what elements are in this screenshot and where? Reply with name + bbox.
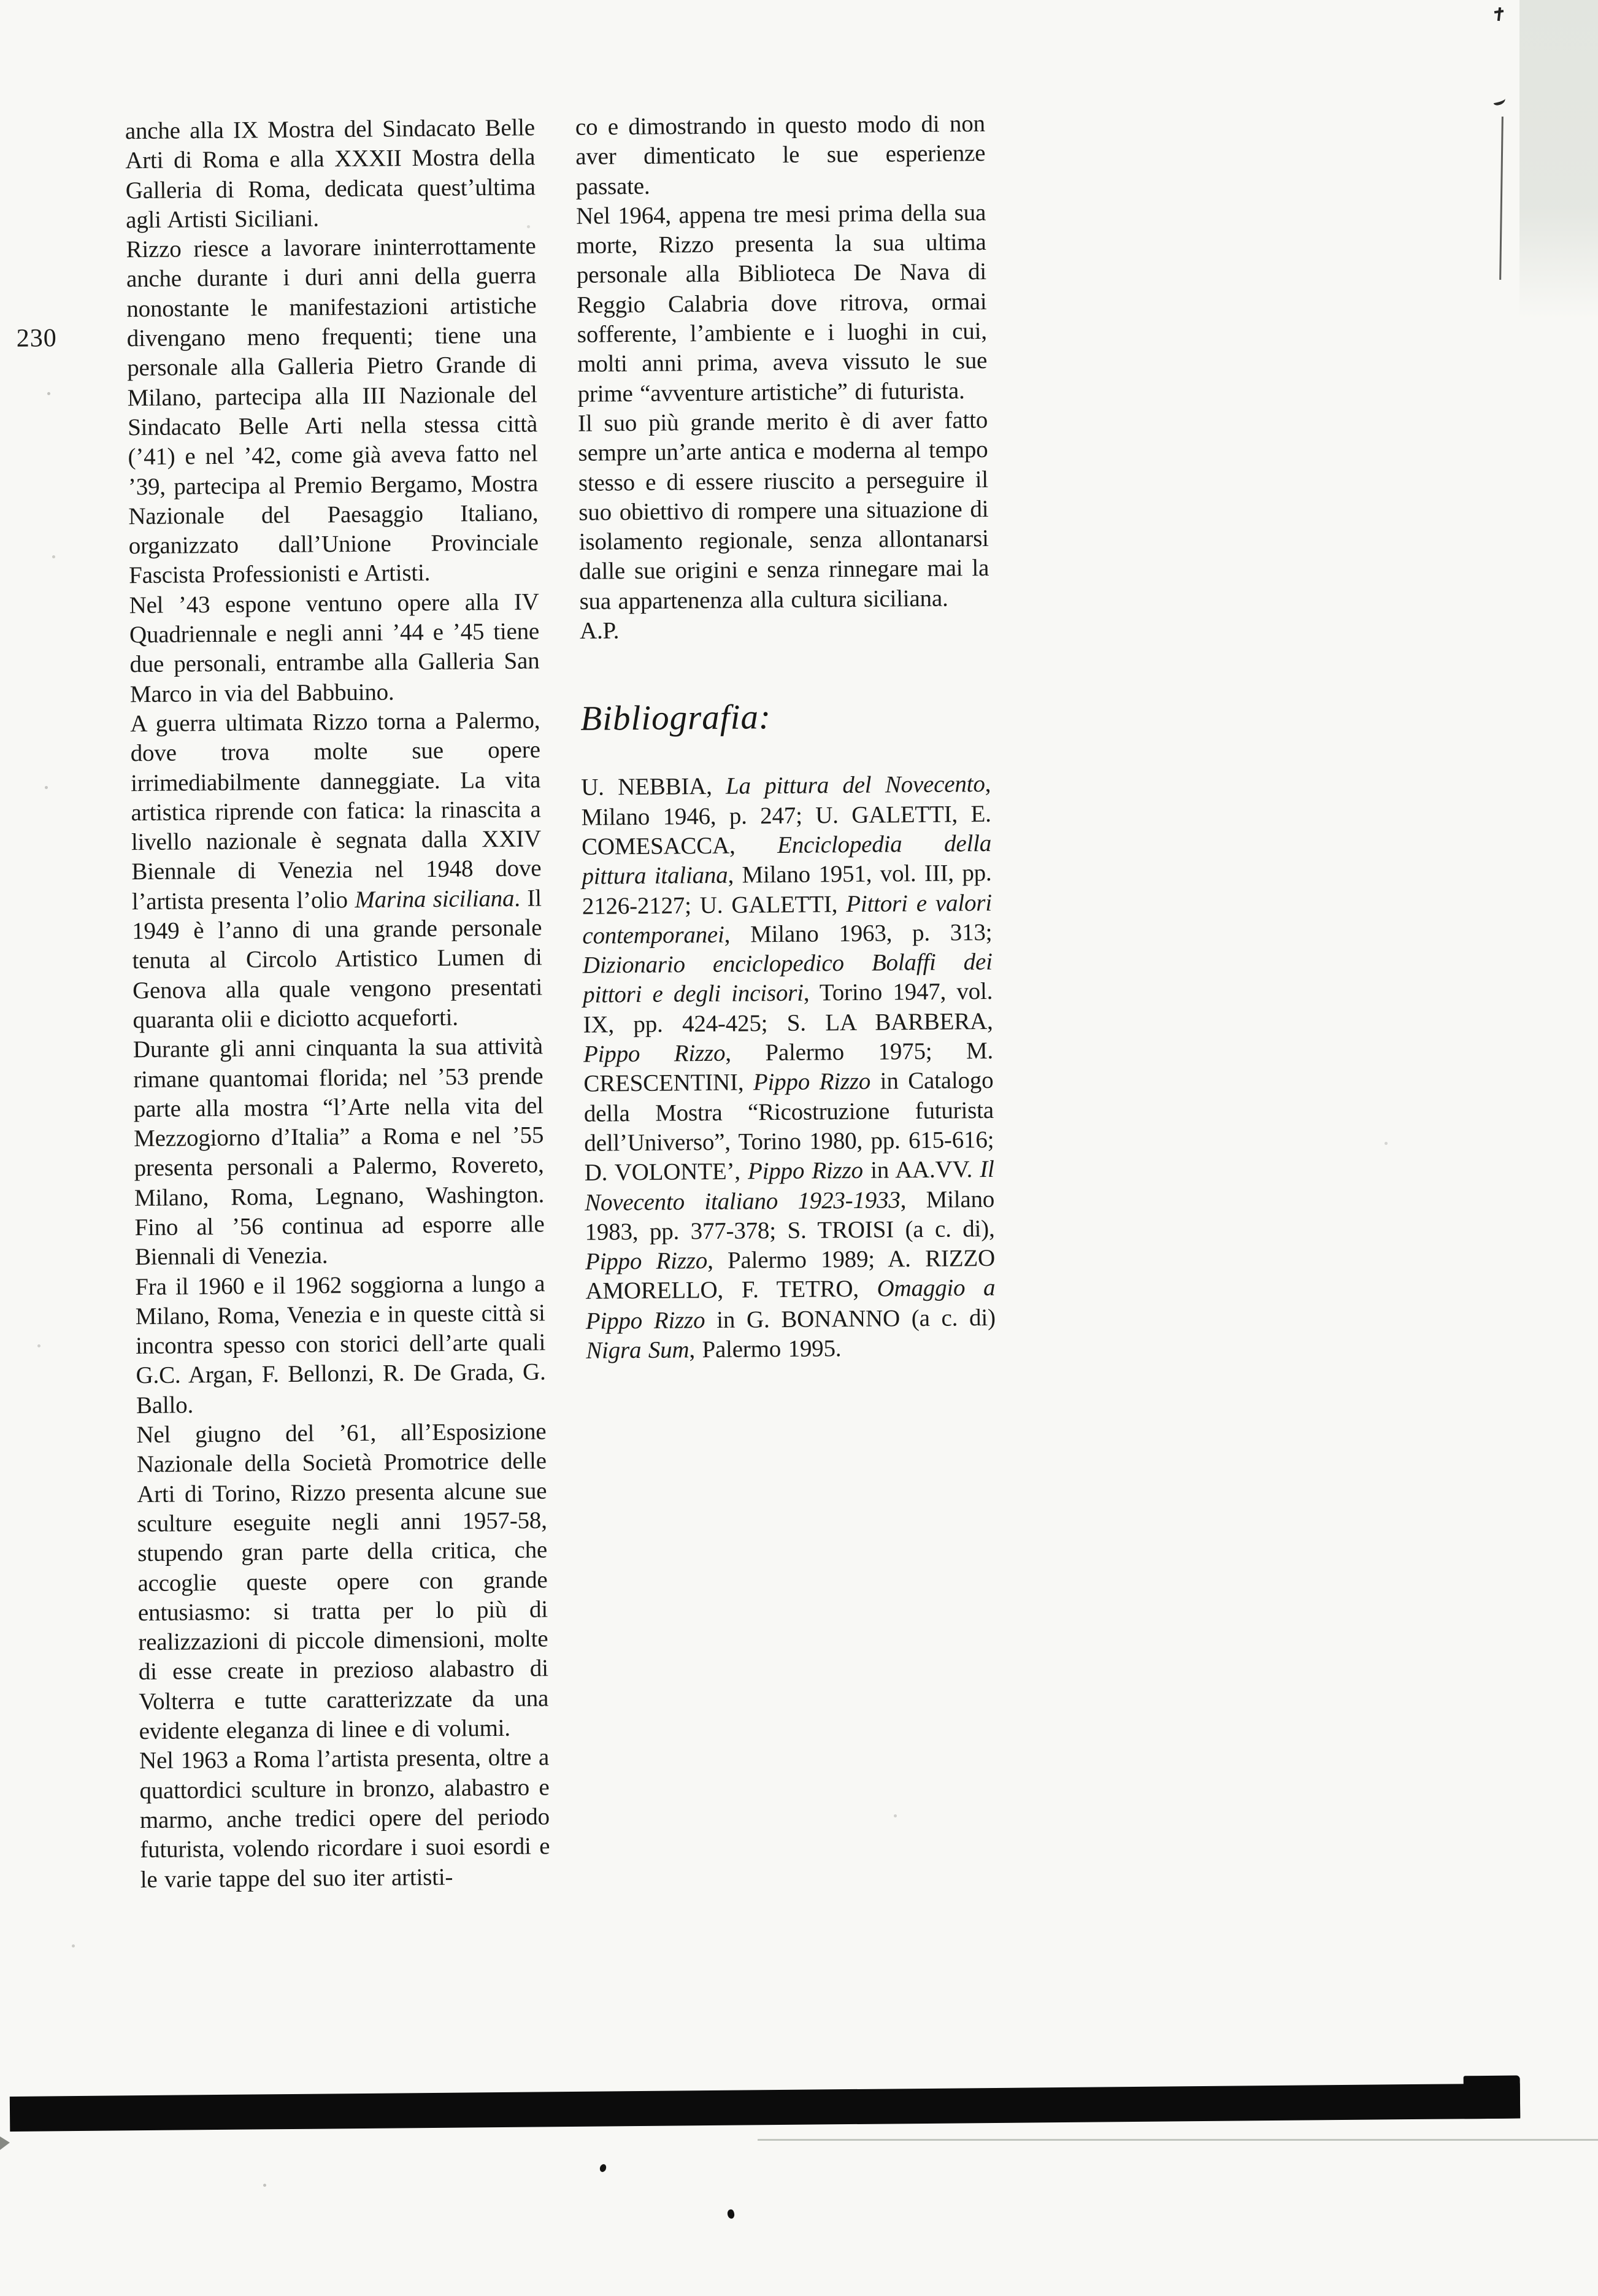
bibliography-heading: Bibliografia: xyxy=(580,698,772,739)
text-segment: Nel 1964, appena tre mesi prima della sua morte, Rizzo presenta la sua ultima personale alla Biblioteca De Nava di Reggio Calabria dove ritrova, ormai sofferente, l’ambiente e i luoghi in cui, molti anni prima, aveva vissuto le sue prime “avventure artistiche” di futurista. xyxy=(575,199,988,407)
text-segment: , Milano 1946, p. 247; U. GALETTI, E. COMESACCA, xyxy=(581,771,991,860)
author-initials: A.P. xyxy=(579,617,620,644)
italic-text-segment: Pippo Rizzo xyxy=(747,1157,864,1185)
italic-text-segment: Il Novecento italiano 1923-1933 xyxy=(584,1156,994,1216)
text-segment: Durante gli anni cinquanta la sua attività rimane quantomai florida; nel ’53 prende parte alla mostra “l’Arte nella vita del Mezzogiorno d’Italia” a Roma e nel ’55 presenta personali a Palermo, Rovereto, Milano, Roma, Legnano, Washington. Fino al ’56 continua ad esporre alle Biennali di Venezia. xyxy=(133,1033,545,1271)
italic-text-segment: La pittura del Novecento xyxy=(725,771,985,800)
text-segment: . Il 1949 è l’anno di una grande personale tenuta al Circolo Artistico Lumen di Genova alla quale vengono presentati quaranta olii e diciotto acqueforti. xyxy=(132,885,543,1034)
text-segment: Rizzo riesce a lavorare ininterrottamente anche durante i duri anni della guerra nonostante le manifestazioni artistiche divengano meno frequenti; tiene una personale alla Galleria Pietro Grande di Milano, partecipa alla III Nazionale del Sindacato Belle Arti nella stessa città (’41) e nel ’42, come già aveva fatto nel ’39, partecipa al Premio Bergamo, Mostra Nazionale del Paesaggio Italiano, organizzato dall’Unione Provinciale Fascista Professionisti e Artisti. xyxy=(126,233,539,589)
text-segment: U. NEBBIA, xyxy=(581,773,726,801)
text-segment: , Palermo 1995. xyxy=(689,1335,842,1363)
italic-text-segment: Nigra Sum xyxy=(586,1336,690,1364)
text-segment: Nel 1963 a Roma l’artista presenta, oltre a quattordici sculture in bronzo, alabastro e marmo, anche tredici opere del periodo futurista, volendo ricordare i suoi esordi e le varie tappe del suo iter artisti- xyxy=(139,1744,550,1893)
paragraph xyxy=(136,1417,549,1746)
paragraph xyxy=(576,198,988,409)
paragraph xyxy=(581,769,996,1366)
paragraph xyxy=(575,109,986,202)
paragraph xyxy=(133,1032,545,1273)
paragraph xyxy=(130,706,543,1035)
italic-text-segment: Pittori e valori contemporanei xyxy=(582,889,993,949)
text-segment: Fra il 1960 e il 1962 soggiorna a lungo a Milano, Roma, Venezia e in queste città si incontra spesso con storici dell’arte quali G.C. Argan, F. Bellonzi, R. De Grada, G. Ballo. xyxy=(135,1269,546,1419)
scan-speckles xyxy=(0,0,2,2)
paragraph xyxy=(578,406,989,617)
scan-edge-shadow xyxy=(1519,0,1598,319)
italic-text-segment: Marina siciliana xyxy=(355,885,515,913)
italic-text-segment: Pippo Rizzo xyxy=(583,1039,726,1068)
page-number: 230 xyxy=(16,324,58,353)
left-text-column xyxy=(125,113,550,1895)
paragraph xyxy=(139,1743,550,1895)
text-segment: A guerra ultimata Rizzo torna a Palermo, dove trova molte sue opere irrimediabilmente danneggiate. La vita artistica riprende con fatica: la rinascita a livello nazionale è segnata dalla XXIV Biennale di Venezia nel 1948 dove l’artista presenta l’olio xyxy=(130,707,542,915)
right-column-body xyxy=(575,109,989,617)
bibliography-body xyxy=(581,769,996,1366)
text-segment: , Milano 1983, pp. 377-378; S. TROISI (a c. di), xyxy=(585,1185,995,1246)
italic-text-segment: Pippo Rizzo xyxy=(753,1068,871,1096)
text-segment: , Milano 1963, p. 313; xyxy=(724,919,993,948)
text-segment: anche alla IX Mostra del Sindacato Belle Arti di Roma e alla XXXII Mostra della Galleria di Roma, dedicata quest’ultima agli Artisti Siciliani. xyxy=(125,114,536,234)
text-segment: Nel ’43 espone ventuno opere alla IV Quadriennale e negli anni ’44 e ’45 tiene due personali, entrambe alla Galleria San Marco in via del Babbuino. xyxy=(129,588,540,707)
bottom-black-bar xyxy=(10,2084,1520,2132)
bottom-black-bar-end xyxy=(1464,2076,1521,2119)
text-segment: , Torino 1947, vol. IX, pp. 424-425; S. LA BARBERA, xyxy=(583,978,993,1038)
text-segment: in G. BONANNO (a c. di) xyxy=(705,1304,996,1333)
text-segment: , Milano 1951, vol. III, pp. 2126-2127; U. GALETTI, xyxy=(582,860,992,920)
text-segment: , Palermo 1989; A. RIZZO AMORELLO, F. TETRO, xyxy=(585,1245,996,1305)
italic-text-segment: Omaggio a Pippo Rizzo xyxy=(585,1274,996,1335)
italic-text-segment: Enciclopedia della pittura italiana xyxy=(582,830,992,890)
ink-mark xyxy=(1494,7,1504,21)
scan-crease-line xyxy=(758,2139,1598,2141)
page-corner-shadow xyxy=(0,2136,10,2150)
text-segment: in Catalogo della Mostra “Ricostruzione futurista dell’Universo”, Torino 1980, pp. 615-616; D. VOLONTE’, xyxy=(583,1067,994,1186)
paragraph xyxy=(126,232,539,591)
right-text-column xyxy=(575,109,996,1366)
text-segment: co e dimostrando in questo modo di non aver dimenticato le sue esperienze passate. xyxy=(575,110,986,200)
text-segment: Il suo più grande merito è di aver fatto sempre un’arte antica e moderna al tempo stesso e di essere riuscito a perseguire il suo obiettivo di rompere una situazione di isolamento regionale, senza allontanarsi dalle sue origini e senza rinnegare mai la sua appartenenza alla cultura siciliana. xyxy=(577,406,989,615)
paragraph xyxy=(129,587,540,709)
italic-text-segment: Pippo Rizzo xyxy=(585,1247,708,1275)
text-segment: Nel giugno del ’61, all’Esposizione Nazionale della Società Promotrice delle Arti di Torino, Rizzo presenta alcune sue sculture eseguite negli anni 1957-58, stupendo gran parte della critica, che accoglie queste opere con grande entusiasmo: si tratta per lo più di realizzazioni di piccole dimensioni, molte di esse create in prezioso alabastro di Volterra e tutte caratterizzate da una evidente eleganza di linee e di volumi. xyxy=(136,1418,549,1745)
text-segment: in AA.VV. xyxy=(862,1156,980,1184)
paragraph xyxy=(135,1269,546,1420)
italic-text-segment: Dizionario enciclopedico Bolaffi dei pittori e degli incisori xyxy=(582,949,993,1009)
text-segment: , Palermo 1975; M. CRESCENTINI, xyxy=(583,1037,994,1098)
paragraph xyxy=(125,113,536,235)
